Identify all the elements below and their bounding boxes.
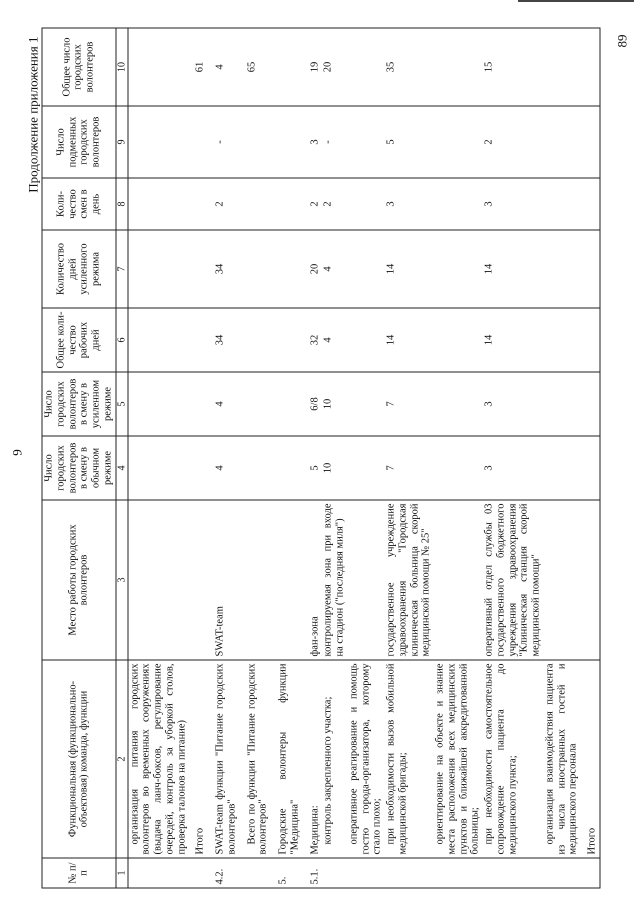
header-c7: Количество дней усиленного режима: [42, 230, 116, 308]
header-c10: Общее число городских волонтеров: [42, 28, 116, 106]
cell-c5: 10: [322, 372, 348, 436]
page-number-bottom: 89: [614, 34, 630, 48]
cell-c4: 3: [483, 436, 544, 500]
col-num: 5: [116, 372, 128, 436]
table-row: [347, 28, 384, 888]
volunteers-table: [42, 28, 601, 889]
cell-c7: 14: [385, 230, 434, 308]
header-c9: Число подменных городских волонтеров: [42, 106, 116, 178]
cell-c4: 7: [385, 436, 434, 500]
cell-c7: 14: [483, 230, 544, 308]
cell-c9: 2: [483, 106, 544, 178]
cell-c4: 4: [214, 436, 240, 500]
function-text: организация взаимодействия пациента из числа иностранных гостей и медицинского персонала: [543, 660, 580, 858]
cell-c10: 19: [308, 28, 322, 106]
col-num: 6: [116, 308, 128, 372]
table-row: [128, 28, 189, 888]
cell-c8: 3: [483, 178, 544, 230]
cell-c4: 10: [322, 436, 348, 500]
header-row: [42, 28, 116, 888]
function-text: Медицина:: [308, 660, 322, 858]
cell-c10: 15: [483, 28, 544, 106]
function-text: ориентирование на объекте и знание места расположения всех медицинских пунктов и ближайшей аккредитованной больницы;: [434, 660, 483, 858]
function-text: Всего по функции "Питание городских волонтеров": [245, 660, 271, 858]
cell-c10: 20: [322, 28, 348, 106]
cell-c8: 2: [322, 178, 348, 230]
table-row-total: [189, 28, 208, 888]
function-text: при необходимости самостоятельное сопровождение пациента до медицинского пункта;: [483, 660, 544, 858]
table-row: [483, 28, 544, 888]
cell-c8: 2: [214, 178, 240, 230]
cell-c5: 4: [214, 372, 240, 436]
cell-c4: 5: [308, 436, 322, 500]
function-text: SWAT-team функции "Питание городских волонтеров": [214, 660, 240, 858]
cell-c8: 2: [308, 178, 322, 230]
cell-c9: -: [214, 106, 240, 178]
col-num: 9: [116, 106, 128, 178]
total-label: Итого: [581, 660, 600, 858]
work-place: контролируемая зона при входе на стадион ("последняя миля"): [322, 500, 348, 660]
cell-c10: 4: [214, 28, 240, 106]
table-row: [245, 28, 271, 888]
work-place: фан-зона: [308, 500, 322, 660]
table-row: [308, 28, 322, 888]
function-text: при необходимости вызов мобильной медицинской бригады;: [385, 660, 434, 858]
header-c3: Место работы городских волонтеров: [42, 500, 116, 660]
page-number: 9: [9, 449, 25, 456]
total-label: Итого: [189, 660, 208, 858]
cell-c6: 32: [308, 308, 322, 372]
table-row: [277, 28, 303, 888]
cell-c5: 3: [483, 372, 544, 436]
table-row-total: [581, 28, 600, 888]
row-number: 4.2.: [214, 858, 240, 888]
cell-c6: 4: [322, 308, 348, 372]
work-place: SWAT-team: [214, 500, 240, 660]
table-row: [214, 28, 240, 888]
header-c6: Общее коли-чество рабочих дней: [42, 308, 116, 372]
header-c1: № п/п: [42, 858, 116, 888]
cell-c6: 34: [214, 308, 240, 372]
cell-c5: 7: [385, 372, 434, 436]
total-value: 61: [189, 28, 208, 106]
row-number: 5.: [277, 858, 303, 888]
cell-c9: 3: [308, 106, 322, 178]
header-c4: Число городских волонтеров в смену в обычном режиме: [42, 436, 116, 500]
function-text: Городские волонтеры функции "Медицина": [277, 660, 303, 858]
cell-c8: 3: [385, 178, 434, 230]
table-row: [434, 28, 483, 888]
row-number: 5.1.: [308, 858, 322, 888]
col-num: 7: [116, 230, 128, 308]
table-row: [543, 28, 580, 888]
cell-c5: 6/8: [308, 372, 322, 436]
column-number-row: [116, 28, 128, 888]
col-num: 4: [116, 436, 128, 500]
col-num: 10: [116, 28, 128, 106]
cell-c7: 4: [322, 230, 348, 308]
header-c2: Функциональная (функционально-объектовая) команда, функции: [42, 660, 116, 858]
cell-c6: 14: [385, 308, 434, 372]
col-num: 3: [116, 500, 128, 660]
col-num: 1: [116, 858, 128, 888]
cell-c10: 35: [385, 28, 434, 106]
header-c8: Коли-чество смен в день: [42, 178, 116, 230]
work-place: государственное учреждение здравоохранения "Городская клиническая больница скорой медицинской помощи № 25": [385, 500, 434, 660]
total-value: 65: [245, 28, 271, 106]
header-c5: Число городских волонтеров в смену в усиленном режиме: [42, 372, 116, 436]
cell-c9: -: [322, 106, 348, 178]
function-text: оперативное реагирование и помощь гостю города-организатора, которому стало плохо;: [347, 660, 384, 858]
continuation-label: Продолжение приложения 1: [25, 36, 41, 193]
cell-c7: 20: [308, 230, 322, 308]
col-num: 8: [116, 178, 128, 230]
cell-c6: 14: [483, 308, 544, 372]
cell-c9: 5: [385, 106, 434, 178]
rotated-page: [4, 0, 637, 907]
function-text: контроль закрепленного участка;: [322, 660, 348, 858]
col-num: 2: [116, 660, 128, 858]
table-row: [322, 28, 348, 888]
work-place: оперативный отдел службы 03 государственного бюджетного учреждения здравоохранения "Клиническая станция скорой медицинской помощи": [483, 500, 544, 660]
function-text: организация питания городских волонтеров во временных сооружениях (выдача ланч-боксов, регулирование очередей, контроль за уборкой столов, проверка талонов на питание): [128, 660, 189, 858]
cell-c7: 34: [214, 230, 240, 308]
table-row: [385, 28, 434, 888]
